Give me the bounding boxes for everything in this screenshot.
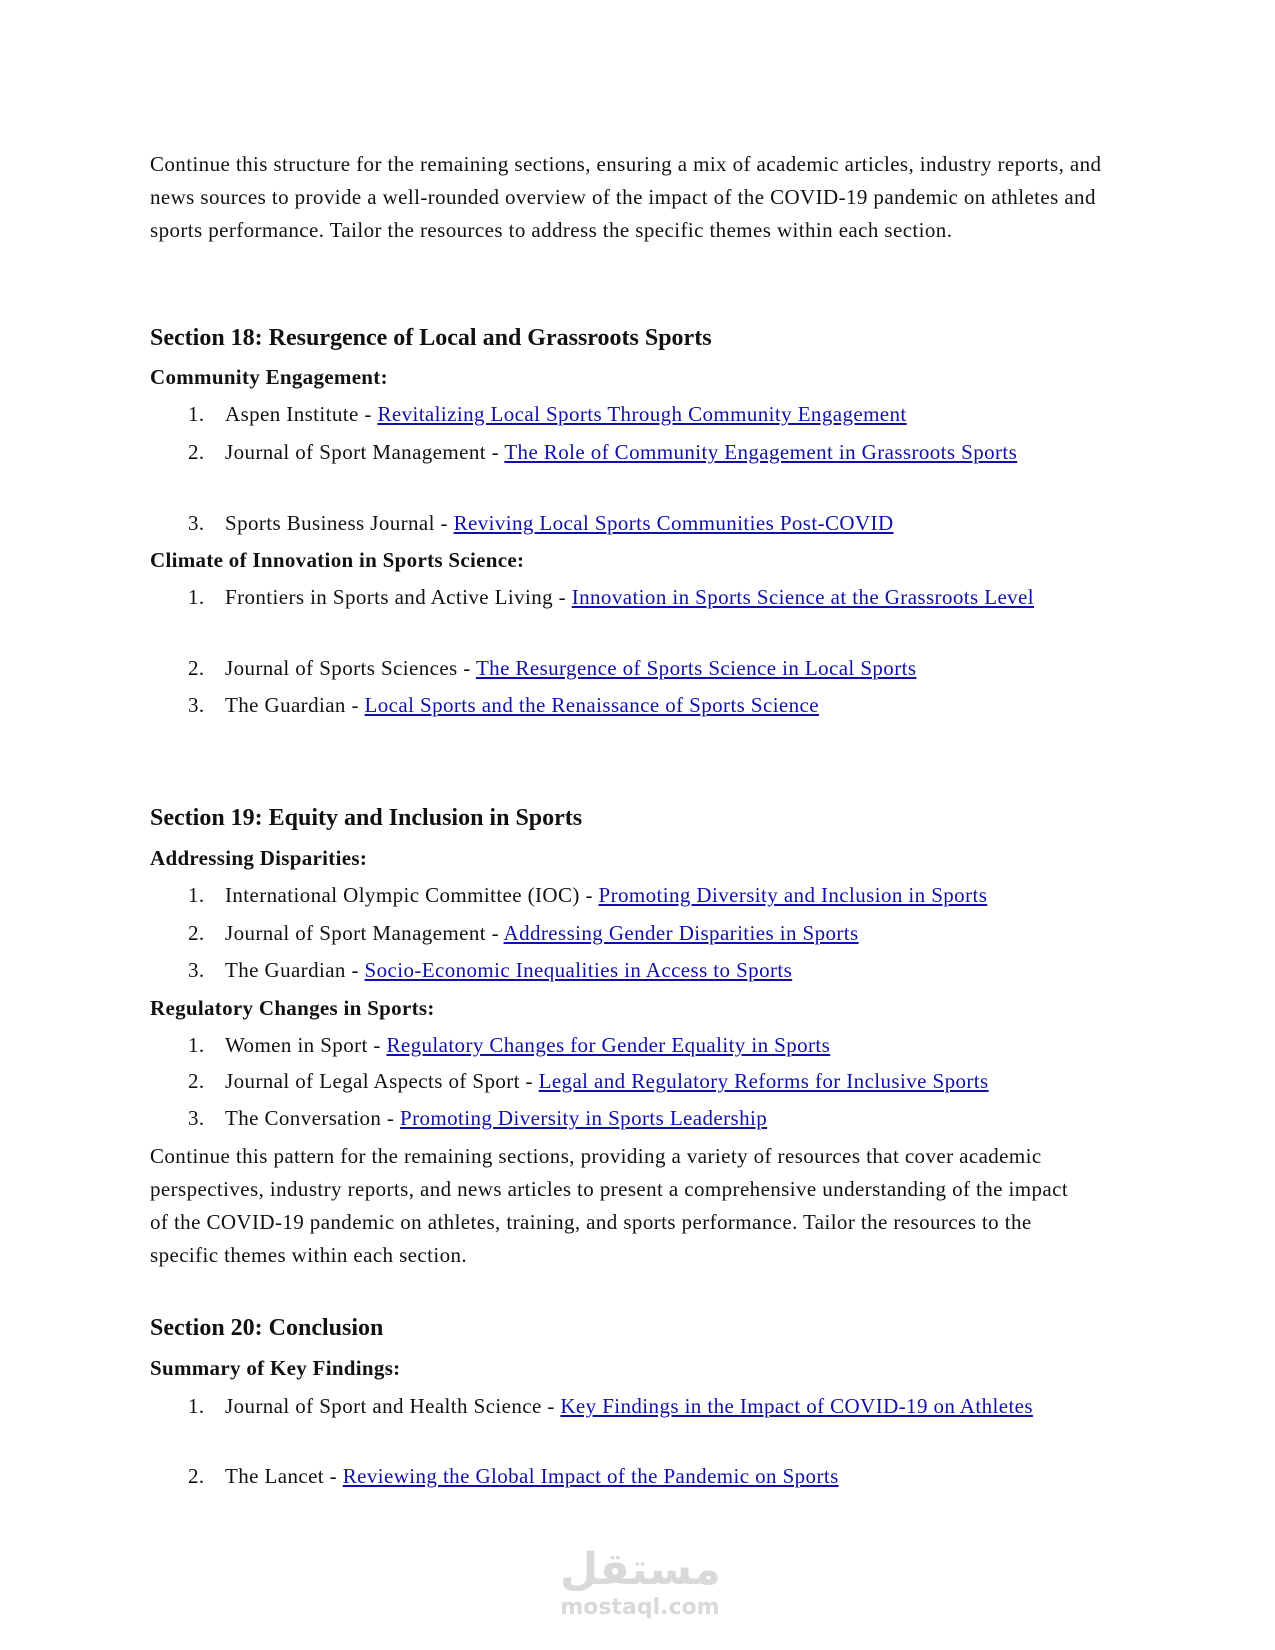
source-name: Women in Sport - [225,1033,387,1057]
list-number: 1. [188,1394,205,1418]
list-item [188,917,1088,950]
section-18-heading: Section 18: Resurgence of Local and Grassroots Sports [150,325,712,351]
list-number: 1. [188,883,205,907]
list-number: 2. [188,440,205,464]
resource-link[interactable]: Key Findings in the Impact of COVID-19 on Athletes [560,1394,1033,1418]
list-item [188,507,1088,540]
list-number: 1. [188,1033,205,1057]
regulatory-changes-heading: Regulatory Changes in Sports: [150,996,435,1020]
list-number: 2. [188,656,205,680]
resource-link[interactable]: Legal and Regulatory Reforms for Inclusive Sports [538,1069,989,1093]
resource-link[interactable]: Innovation in Sports Science at the Grassroots Level [571,585,1035,609]
list-number: 3. [188,958,205,982]
list-item [188,398,1088,431]
list-item [188,954,1088,987]
list-number: 2. [188,1069,205,1093]
list-number: 1. [188,585,205,609]
source-name: The Guardian - [225,693,365,717]
resource-link[interactable]: The Resurgence of Sports Science in Local Sports [475,656,917,680]
source-name: The Guardian - [225,958,365,982]
source-name: Journal of Sport and Health Science - [225,1394,561,1418]
list-item [188,689,1088,722]
intro-paragraph: Continue this structure for the remaining sections, ensuring a mix of academic articles, industry reports, and news sources to provide a well-rounded overview of the impact of the COVID-19 pandemic on athletes and sports performance. Tailor the resources to address the specific themes within each section. [150,152,1102,242]
source-name: Aspen Institute - [225,402,378,426]
list-item [188,1390,1088,1423]
source-name: The Lancet - [225,1464,343,1488]
source-name: Journal of Sport Management - [225,921,504,945]
list-item [188,1460,1088,1493]
resource-link[interactable]: Addressing Gender Disparities in Sports [503,921,859,945]
list-item [188,652,1088,685]
resource-link[interactable]: Promoting Diversity in Sports Leadership [399,1106,768,1130]
key-findings-heading: Summary of Key Findings: [150,1356,401,1380]
source-name: Journal of Legal Aspects of Sport - [225,1069,539,1093]
list-item [188,1065,1088,1098]
list-number: 1. [188,402,205,426]
section-19-heading: Section 19: Equity and Inclusion in Sports [150,805,583,831]
source-name: Journal of Sport Management - [225,440,505,464]
list-number: 2. [188,921,205,945]
source-name: Frontiers in Sports and Active Living - [225,585,572,609]
list-item [188,1102,1088,1135]
resource-link[interactable]: Socio-Economic Inequalities in Access to Sports [364,958,793,982]
source-name: Journal of Sports Sciences - [225,656,476,680]
resource-link[interactable]: Revitalizing Local Sports Through Community Engagement [377,402,907,426]
source-name: The Conversation - [225,1106,400,1130]
source-name: International Olympic Committee (IOC) - [225,883,599,907]
source-name: Sports Business Journal - [225,511,454,535]
list-number: 3. [188,693,205,717]
resource-link[interactable]: Local Sports and the Renaissance of Sports Science [364,693,819,717]
list-item [188,581,1088,614]
list-number: 2. [188,1464,205,1488]
community-engagement-heading: Community Engagement: [150,365,388,389]
list-item [188,879,1088,912]
addressing-disparities-heading: Addressing Disparities: [150,846,368,870]
watermark-latin: mostaql.com [560,1595,720,1620]
innovation-heading: Climate of Innovation in Sports Science: [150,548,525,572]
resource-link[interactable]: Reviewing the Global Impact of the Pandemic on Sports [342,1464,839,1488]
continuation-paragraph: Continue this pattern for the remaining sections, providing a variety of resources that cover academic perspectives, industry reports, and news articles to present a comprehensive understanding of the impact of the COVID-19 pandemic on athletes, training, and sports performance. Tailor the resources to the specific themes within each section. [150,1144,1069,1267]
resource-link[interactable]: The Role of Community Engagement in Grassroots Sports [504,440,1018,464]
list-item [188,436,1088,469]
section-20-heading: Section 20: Conclusion [150,1315,384,1341]
resource-link[interactable]: Promoting Diversity and Inclusion in Sports [598,883,988,907]
list-item [188,1029,1088,1062]
resource-link[interactable]: Regulatory Changes for Gender Equality in Sports [386,1033,831,1057]
mostaql-watermark [560,1545,720,1621]
list-number: 3. [188,511,205,535]
list-number: 3. [188,1106,205,1130]
resource-link[interactable]: Reviving Local Sports Communities Post-COVID [453,511,894,535]
watermark-arabic: مستقل [560,1544,721,1595]
